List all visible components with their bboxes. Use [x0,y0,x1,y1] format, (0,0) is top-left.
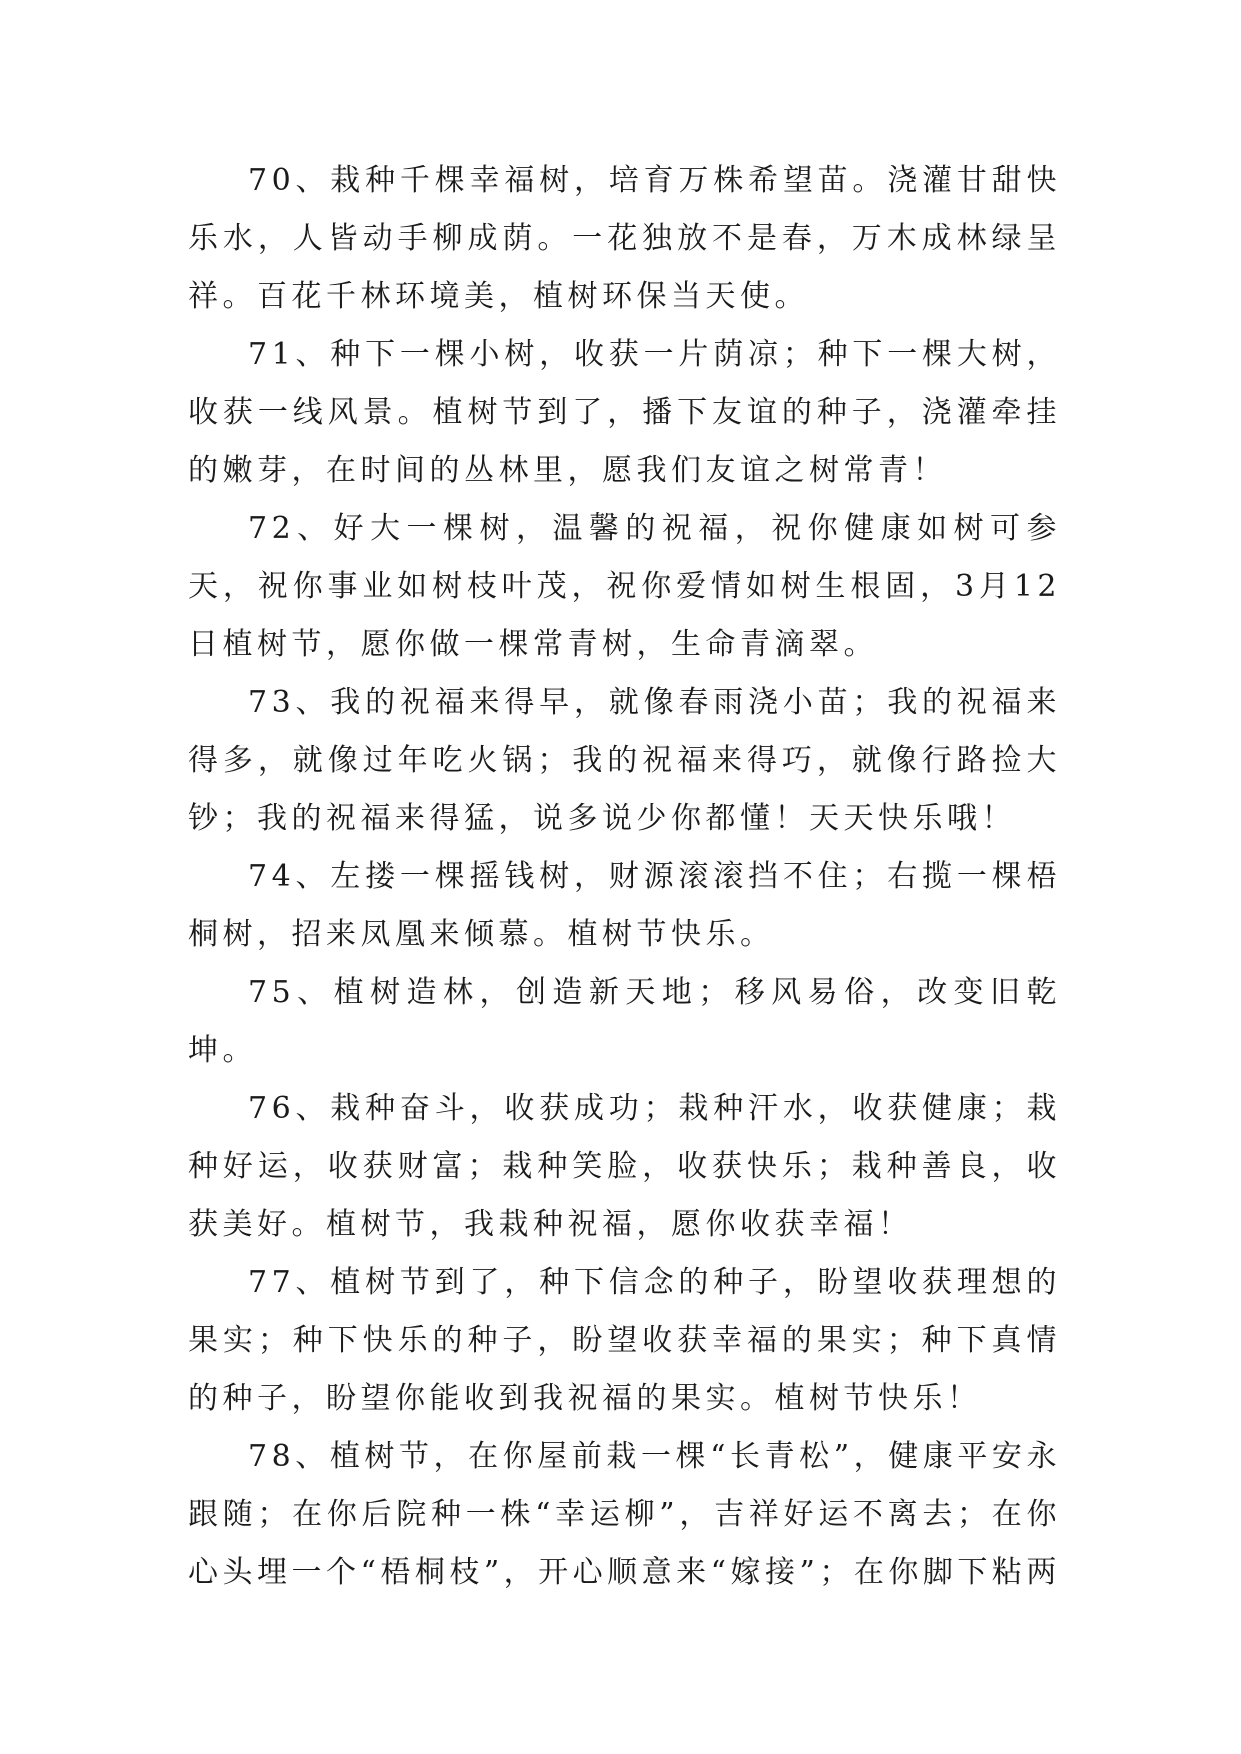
paragraph-77: 77、植树节到了，种下信念的种子，盼望收获理想的果实；种下快乐的种子，盼望收获幸福的果实；种下真情的种子，盼望你能收到我祝福的果实。植树节快乐！ [188,1265,1061,1416]
document-body [188,152,1061,1602]
paragraph-70: 70、栽种千棵幸福树，培育万株希望苗。浇灌甘甜快乐水，人皆动手柳成荫。一花独放不是春，万木成林绿呈祥。百花千林环境美，植树环保当天使。 [188,163,1061,314]
paragraph-76: 76、栽种奋斗，收获成功；栽种汗水，收获健康；栽种好运，收获财富；栽种笑脸，收获快乐；栽种善良，收获美好。植树节，我栽种祝福，愿你收获幸福！ [188,1091,1061,1242]
paragraph-72: 72、好大一棵树，温馨的祝福，祝你健康如树可参天，祝你事业如树枝叶茂，祝你爱情如树生根固，3月12日植树节，愿你做一棵常青树，生命青滴翠。 [188,511,1061,662]
paragraph-73: 73、我的祝福来得早，就像春雨浇小苗；我的祝福来得多，就像过年吃火锅；我的祝福来得巧，就像行路捡大钞；我的祝福来得猛，说多说少你都懂！天天快乐哦！ [188,685,1061,836]
paragraph-75: 75、植树造林，创造新天地；移风易俗，改变旧乾坤。 [188,975,1061,1068]
paragraph-78: 78、植树节，在你屋前栽一棵“长青松”，健康平安永跟随；在你后院种一株“幸运柳”，吉祥好运不离去；在你心头埋一个“梧桐枝”，开心顺意来“嫁接”；在你脚下粘两 [188,1439,1061,1590]
paragraph-71: 71、种下一棵小树，收获一片荫凉；种下一棵大树，收获一线风景。植树节到了，播下友谊的种子，浇灌牵挂的嫩芽，在时间的丛林里，愿我们友谊之树常青！ [188,337,1061,488]
paragraph-74: 74、左搂一棵摇钱树，财源滚滚挡不住；右揽一棵梧桐树，招来凤凰来倾慕。植树节快乐。 [188,859,1061,952]
